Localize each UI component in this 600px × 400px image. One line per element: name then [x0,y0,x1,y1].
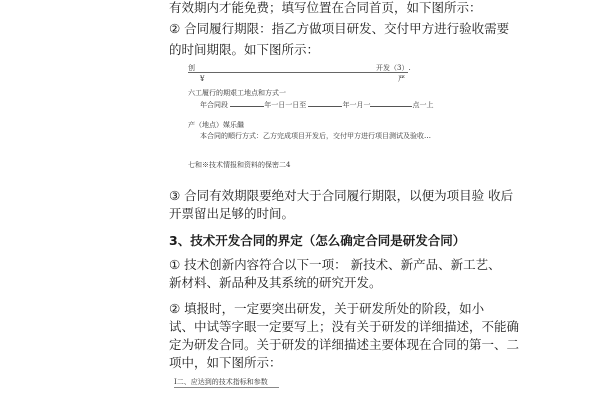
paragraph-line: ② 合同履行期限：指乙方做项目研发、交付甲方进行验收需要 [169,21,510,36]
paragraph-line: 的时间期限。如下图所示： [169,42,320,57]
figure-period-line: 年合同段 年一日一日至 年一月一 点一上 [200,101,434,109]
blank-field [308,99,342,107]
figure-place-title: 产（地点）媒乐繼 [188,121,244,129]
figure-left-sub: ¥ [200,75,205,83]
paragraph-line: 新材料、新品种及其系统的研究开发。 [169,275,382,290]
paragraph-line: 项中，如下图所示： [169,355,282,370]
figure-2-caption: I二、应达到的技术指标和参数 [174,378,268,386]
paragraph-line: ② 填报时，一定要突出研发，关于研发所处的阶段，如小 [169,301,485,316]
paragraph-line: 定为研发合同。关于研发的详细描述主要体现在合同的第一、二 [169,337,520,352]
figure-right-label: 开发（3）. [376,64,411,72]
paragraph-line: 有效期内才能免费；填写位置在合同首页，如下图所示： [169,0,482,15]
figure-left-label: 创 [188,64,195,72]
figure-right-sub: 严 [398,75,405,83]
paragraph-line: ③ 合同有效期限要绝对大于合同履行期限，以便为项目验 收后 [169,188,514,203]
figure-2-underline [174,387,279,388]
blank-field [230,99,264,107]
paragraph-line: 试、中试等字眼一定要写上；没有关于研发的详细描述，不能确 [169,319,520,334]
figure-divider [188,72,408,73]
blank-field [370,99,412,107]
figure-section-title: 六工履行的期艰工地点和方式一 [188,89,286,97]
figure-place-desc: 本合同的順行方式：乙方完成项目开发后，交付甲方进行项目测试及验收… [200,132,431,140]
paragraph-line: 开票留出足够的时间。 [169,206,295,221]
section-heading: 3、技术开发合同的界定（怎么确定合同是研发合同） [169,233,466,248]
figure-footer: 七和※技术情报和资料的保密二4 [188,161,291,169]
paragraph-line: ① 技术创新内容符合以下一项： 新技术、新产品、新工艺、 [169,257,501,272]
